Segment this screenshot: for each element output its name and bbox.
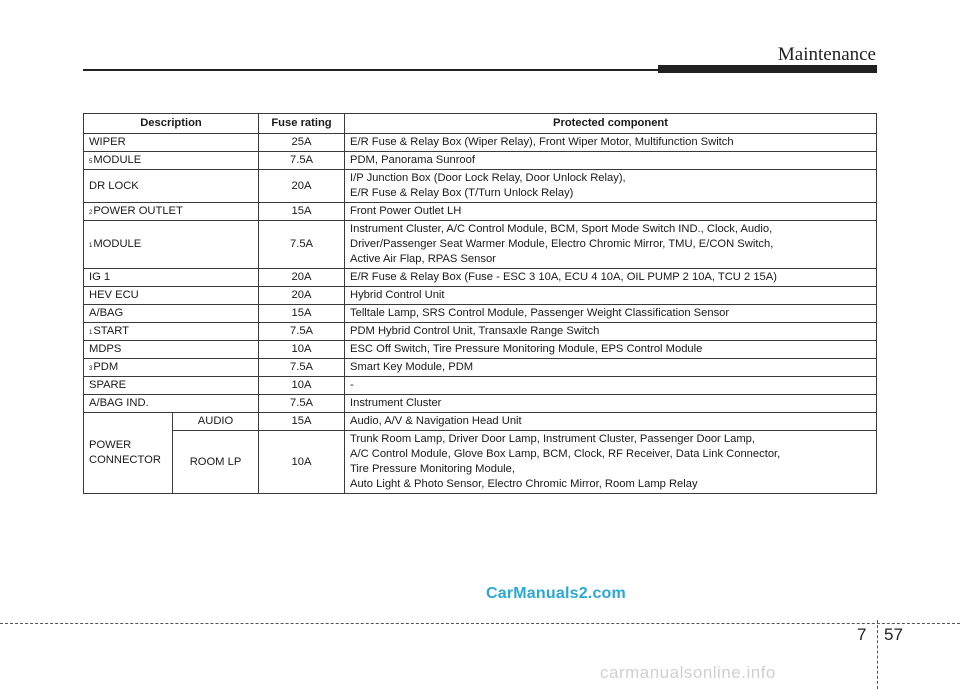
fuse-rating: 20A bbox=[259, 269, 345, 287]
fuse-description bbox=[84, 287, 259, 305]
fuse-name: SPARE bbox=[89, 379, 127, 391]
header-rule bbox=[83, 69, 661, 71]
fuse-rating: 15A bbox=[259, 305, 345, 323]
protected-component bbox=[345, 413, 877, 431]
protected-component bbox=[345, 269, 877, 287]
table-row bbox=[84, 287, 877, 305]
component-line: A/C Control Module, Glove Box Lamp, BCM, Clock, RF Receiver, Data Link Connector, bbox=[350, 448, 781, 460]
table-header-row bbox=[84, 114, 877, 134]
table-row bbox=[84, 170, 877, 203]
table-row bbox=[84, 323, 877, 341]
protected-component bbox=[345, 359, 877, 377]
fuse-name: MDPS bbox=[89, 343, 122, 355]
fuse-name: IG 1 bbox=[89, 271, 111, 283]
component-line: Active Air Flap, RPAS Sensor bbox=[350, 253, 496, 265]
table-row bbox=[84, 431, 877, 494]
protected-component bbox=[345, 377, 877, 395]
fuse-rating: 15A bbox=[259, 413, 345, 431]
fuse-rating: 20A bbox=[259, 287, 345, 305]
group-label-line: CONNECTOR bbox=[89, 454, 161, 466]
fuse-description bbox=[84, 170, 259, 203]
component-line: ESC Off Switch, Tire Pressure Monitoring Module, EPS Control Module bbox=[350, 343, 703, 355]
table-row bbox=[84, 269, 877, 287]
table-row bbox=[84, 203, 877, 221]
protected-component bbox=[345, 287, 877, 305]
table-row bbox=[84, 341, 877, 359]
fuse-description bbox=[84, 377, 259, 395]
protected-component bbox=[345, 431, 877, 494]
component-line: Auto Light & Photo Sensor, Electro Chromic Mirror, Room Lamp Relay bbox=[350, 478, 698, 490]
fuse-description bbox=[84, 305, 259, 323]
component-line: Smart Key Module, PDM bbox=[350, 361, 474, 373]
component-line: Audio, A/V & Navigation Head Unit bbox=[350, 415, 522, 427]
fuse-description bbox=[84, 134, 259, 152]
fuse-rating: 20A bbox=[259, 170, 345, 203]
fuse-description bbox=[84, 323, 259, 341]
fuse-name: MODULE bbox=[93, 238, 142, 250]
component-line: Instrument Cluster bbox=[350, 397, 442, 409]
table-row bbox=[84, 305, 877, 323]
protected-component bbox=[345, 134, 877, 152]
page-number: 57 bbox=[884, 625, 903, 644]
fuse-name: A/BAG bbox=[89, 307, 124, 319]
protected-component bbox=[345, 221, 877, 269]
fuse-name: DR LOCK bbox=[89, 179, 139, 192]
fuse-rating: 7.5A bbox=[259, 152, 345, 170]
protected-component bbox=[345, 395, 877, 413]
connector-sub-name: ROOM LP bbox=[173, 431, 259, 494]
component-line: Telltale Lamp, SRS Control Module, Passenger Weight Classification Sensor bbox=[350, 307, 730, 319]
fuse-name: PDM bbox=[93, 361, 119, 373]
column-header-description: Description bbox=[84, 114, 259, 134]
group-label-line: POWER bbox=[89, 439, 132, 451]
footnote-marker: 3 bbox=[89, 366, 93, 372]
fuse-description bbox=[84, 359, 259, 377]
fuse-name: POWER OUTLET bbox=[93, 205, 183, 217]
table-row bbox=[84, 359, 877, 377]
table-row bbox=[84, 413, 877, 431]
column-header-fuse-rating: Fuse rating bbox=[259, 114, 345, 134]
component-line: E/R Fuse & Relay Box (Fuse - ESC 3 10A, ECU 4 10A, OIL PUMP 2 10A, TCU 2 15A) bbox=[350, 271, 777, 283]
fuse-description bbox=[84, 395, 259, 413]
fuse-rating: 10A bbox=[259, 341, 345, 359]
fuse-name: A/BAG IND. bbox=[89, 397, 149, 409]
protected-component bbox=[345, 203, 877, 221]
section-title: Maintenance bbox=[777, 44, 876, 65]
component-line: Trunk Room Lamp, Driver Door Lamp, Instrument Cluster, Passenger Door Lamp, bbox=[350, 433, 755, 445]
header-bar bbox=[658, 65, 877, 73]
fuse-rating: 15A bbox=[259, 203, 345, 221]
component-line: PDM, Panorama Sunroof bbox=[350, 154, 475, 166]
component-line: Driver/Passenger Seat Warmer Module, Electro Chromic Mirror, TMU, E/CON Switch, bbox=[350, 238, 774, 250]
table-row bbox=[84, 395, 877, 413]
table-row bbox=[84, 221, 877, 269]
fuse-description bbox=[84, 269, 259, 287]
footer-vertical-rule bbox=[877, 620, 878, 689]
protected-component bbox=[345, 341, 877, 359]
fuse-description bbox=[84, 341, 259, 359]
component-line: - bbox=[350, 379, 354, 391]
component-line: Tire Pressure Monitoring Module, bbox=[350, 463, 515, 475]
chapter-number: 7 bbox=[857, 625, 867, 644]
protected-component bbox=[345, 152, 877, 170]
component-line: E/R Fuse & Relay Box (Wiper Relay), Front Wiper Motor, Multifunction Switch bbox=[350, 136, 734, 148]
fuse-description bbox=[84, 152, 259, 170]
fuse-description bbox=[84, 203, 259, 221]
table-row bbox=[84, 152, 877, 170]
connector-sub-name: AUDIO bbox=[173, 413, 259, 431]
protected-component bbox=[345, 305, 877, 323]
fuse-rating: 7.5A bbox=[259, 359, 345, 377]
component-line: I/P Junction Box (Door Lock Relay, Door Unlock Relay), bbox=[350, 172, 626, 184]
group-label-power-connector bbox=[84, 413, 173, 494]
footer-rule bbox=[0, 623, 960, 624]
protected-component bbox=[345, 170, 877, 203]
component-line: E/R Fuse & Relay Box (T/Turn Unlock Relay) bbox=[350, 187, 574, 199]
table-row bbox=[84, 377, 877, 395]
fuse-table-body bbox=[84, 134, 877, 494]
fuse-rating: 10A bbox=[259, 431, 345, 494]
fuse-name: HEV ECU bbox=[89, 289, 139, 301]
component-line: Front Power Outlet LH bbox=[350, 205, 462, 217]
fuse-rating: 7.5A bbox=[259, 323, 345, 341]
watermark-link[interactable]: CarManuals2.com bbox=[486, 585, 626, 602]
column-header-protected-component: Protected component bbox=[345, 114, 877, 134]
bottom-watermark: carmanualsonline.info bbox=[600, 663, 776, 682]
fuse-name: START bbox=[93, 325, 129, 337]
footnote-marker: 1 bbox=[89, 330, 93, 336]
footnote-marker: 2 bbox=[89, 210, 93, 216]
fuse-description bbox=[84, 221, 259, 269]
footnote-marker: 5 bbox=[89, 159, 93, 165]
footnote-marker: 1 bbox=[89, 243, 93, 249]
fuse-rating: 7.5A bbox=[259, 395, 345, 413]
fuse-name: WIPER bbox=[89, 136, 126, 148]
fuse-rating: 10A bbox=[259, 377, 345, 395]
component-line: Instrument Cluster, A/C Control Module, BCM, Sport Mode Switch IND., Clock, Audio, bbox=[350, 223, 773, 235]
table-row bbox=[84, 134, 877, 152]
fuse-rating: 7.5A bbox=[259, 221, 345, 269]
fuse-name: MODULE bbox=[93, 154, 142, 166]
fuse-table bbox=[83, 113, 877, 494]
fuse-rating: 25A bbox=[259, 134, 345, 152]
protected-component bbox=[345, 323, 877, 341]
component-line: Hybrid Control Unit bbox=[350, 289, 445, 301]
component-line: PDM Hybrid Control Unit, Transaxle Range Switch bbox=[350, 325, 600, 337]
